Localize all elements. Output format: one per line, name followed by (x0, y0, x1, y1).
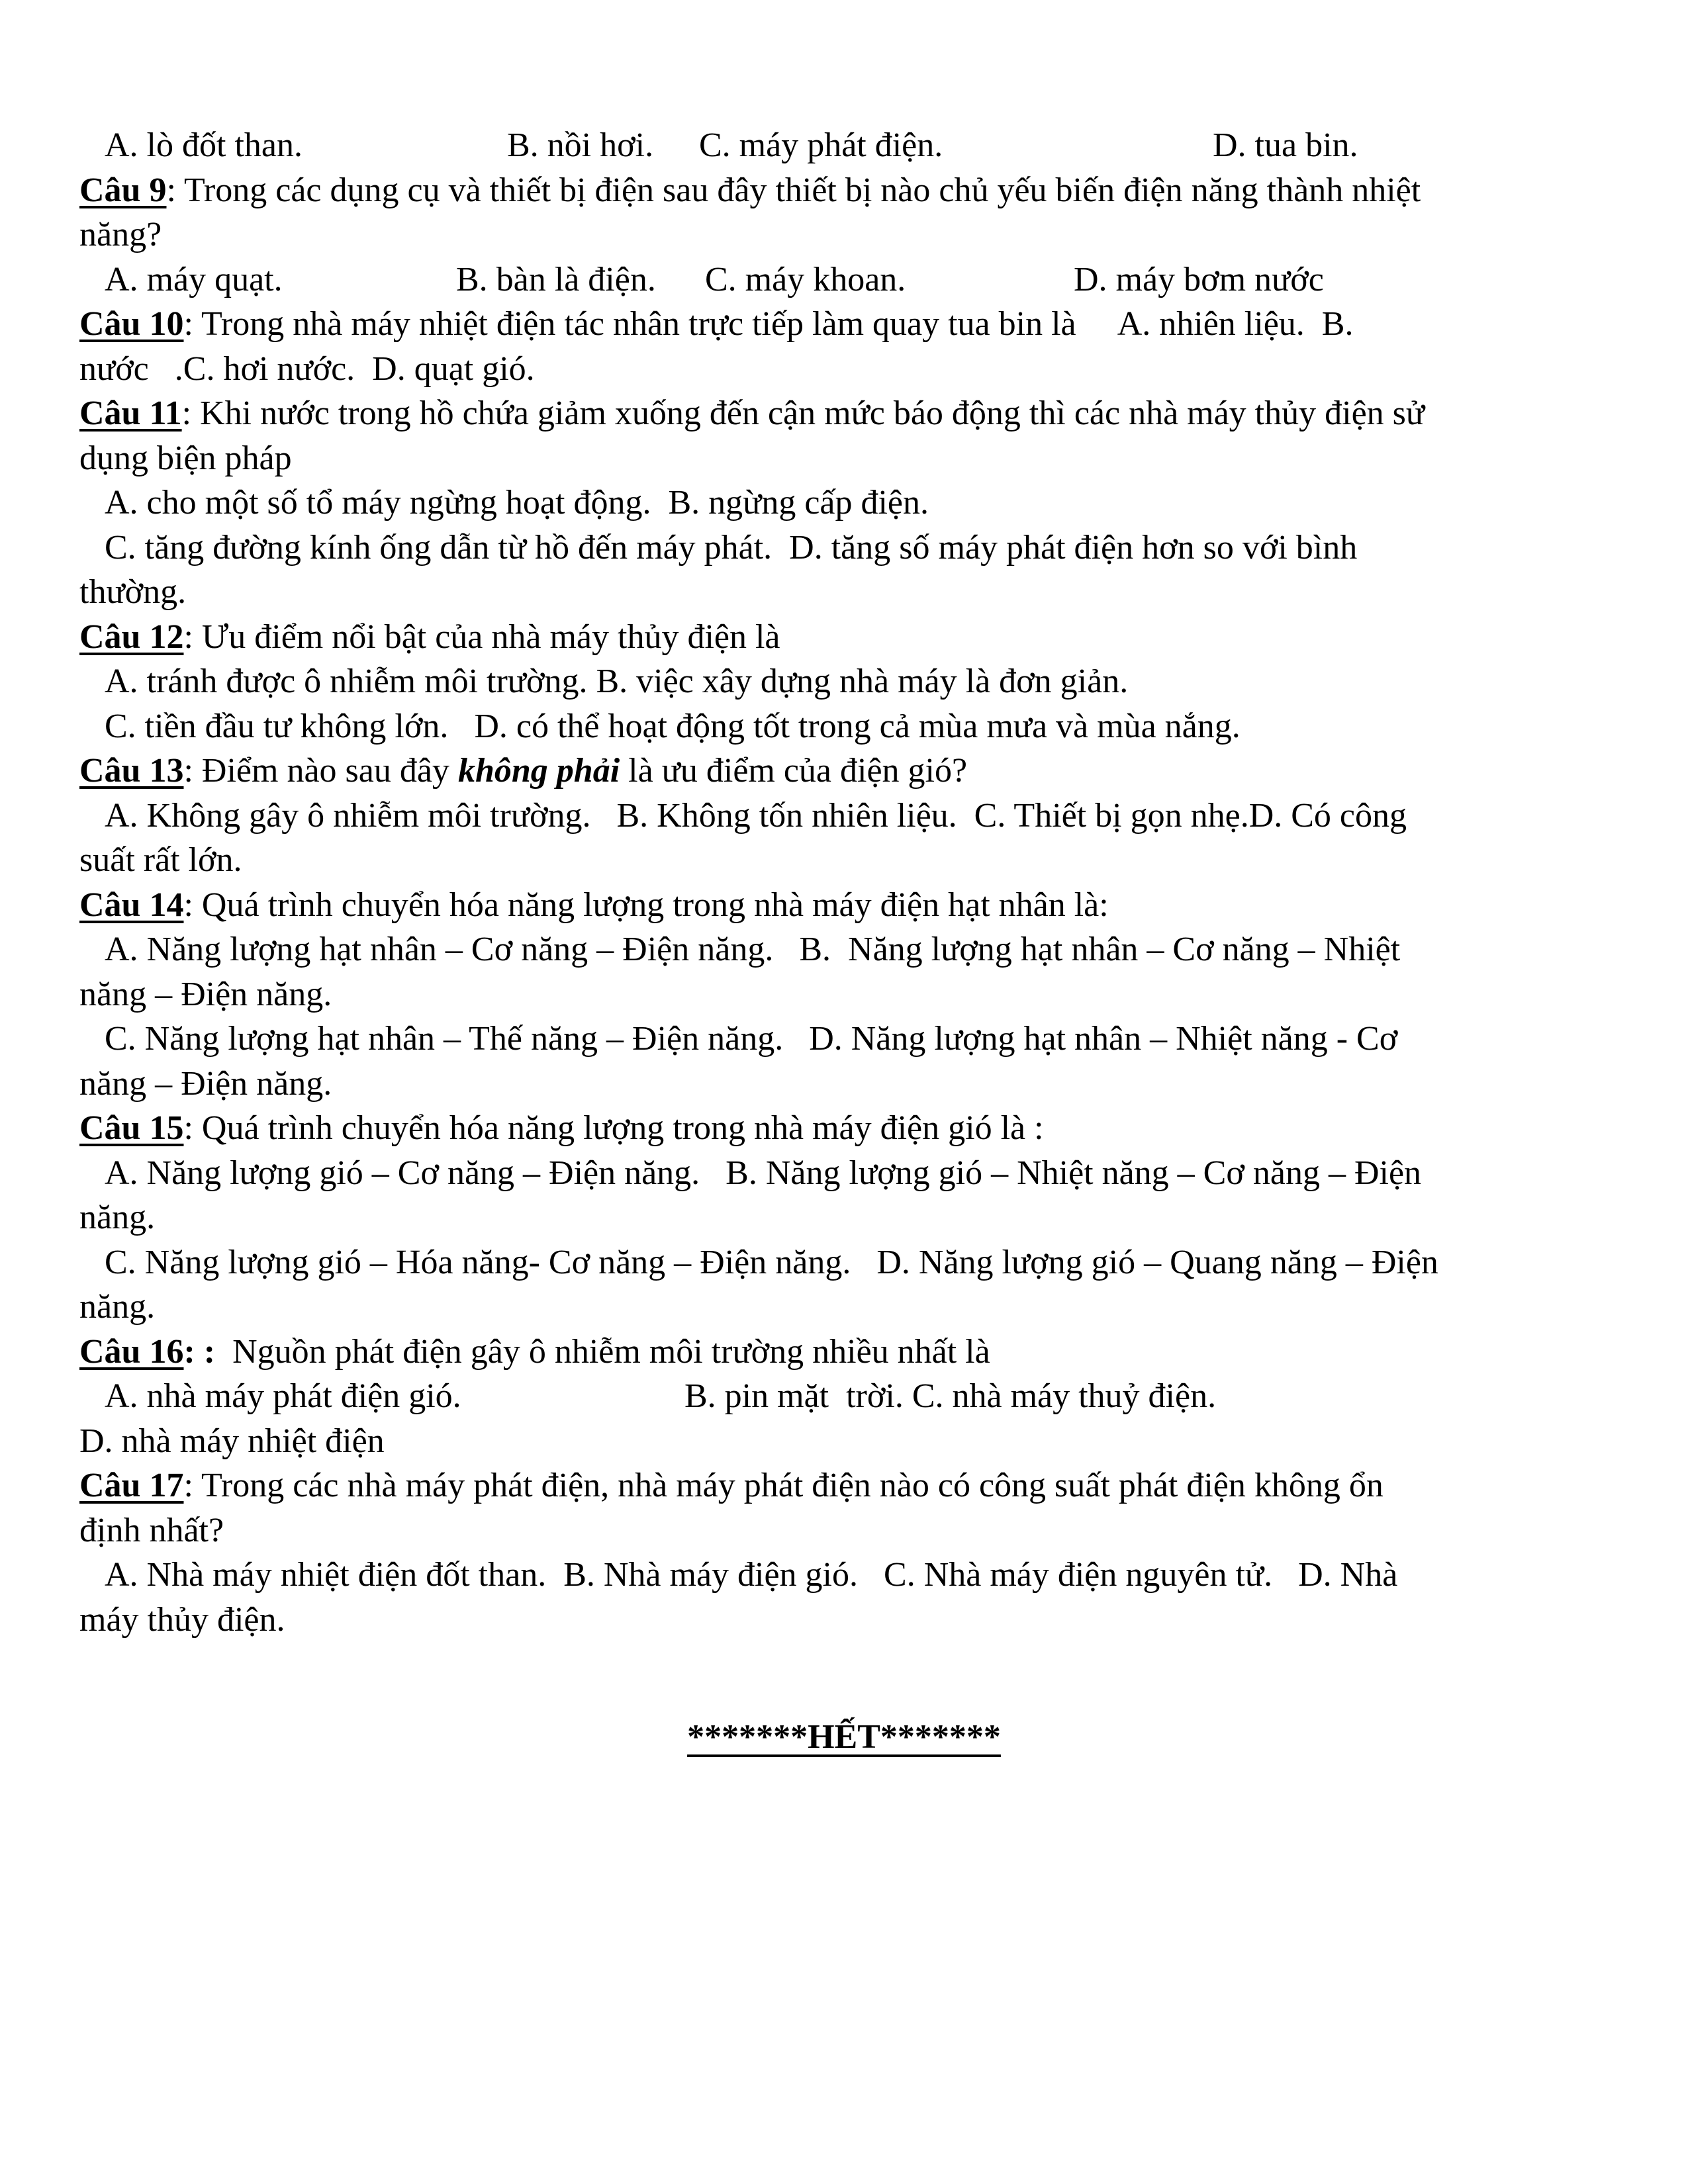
q13-options-cont (79, 838, 1615, 883)
q9-option-a: A. máy quạt. (105, 260, 283, 298)
q10-label: Câu 10 (79, 305, 184, 343)
q12-option-cd: C. tiền đầu tư không lớn. D. có thể hoạt động tốt trong cả mùa mưa và mùa nắng. (105, 707, 1241, 745)
q10-text-line1: : Trong nhà máy nhiệt điện tác nhân trực tiếp làm quay tua bin là A. nhiên liệu. B. (183, 305, 1354, 343)
q16-text: Nguồn phát điện gây ô nhiễm môi trường nhiều nhất là (215, 1332, 990, 1371)
q16-label: Câu 16 (79, 1332, 184, 1371)
q9-option-c: C. máy khoan. (705, 260, 906, 298)
q15-options-ab (79, 1151, 1615, 1196)
q13-options-line1: A. Không gây ô nhiễm môi trường. B. Không tốn nhiên liệu. C. Thiết bị gọn nhẹ.D. Có công (105, 796, 1407, 835)
q9-options (79, 257, 1615, 302)
q11-label: Câu 11 (79, 394, 182, 432)
q12-options-cd (79, 704, 1615, 749)
q13-text-emphasis: không phải (457, 752, 620, 790)
q14-option-ab-line2: năng – Điện năng. (79, 975, 332, 1013)
q16-option-d: D. nhà máy nhiệt điện (79, 1422, 385, 1460)
q14-option-ab-line1: A. Năng lượng hạt nhân – Cơ năng – Điện năng. B. Năng lượng hạt nhân – Cơ năng – Nhiệt (105, 931, 1401, 968)
q17-label: Câu 17 (79, 1467, 184, 1504)
q16-options-cont (79, 1419, 1615, 1464)
q17-options-cont (79, 1598, 1615, 1643)
q15-options-cd (79, 1240, 1615, 1285)
q15-options-ab-cont (79, 1195, 1615, 1240)
q15-option-cd-line2: năng. (79, 1288, 156, 1326)
q9-question-cont (79, 212, 1615, 257)
q16-question (79, 1330, 1615, 1375)
q15-label: Câu 15 (79, 1109, 184, 1147)
q15-options-cd-cont (79, 1285, 1615, 1330)
q16-options (79, 1374, 1615, 1419)
q8-options (79, 123, 1615, 168)
q15-text: : Quá trình chuyển hóa năng lượng trong nhà máy điện gió là : (183, 1109, 1044, 1147)
q17-options-line2: máy thủy điện. (79, 1600, 285, 1639)
q11-options-ab (79, 480, 1615, 525)
q12-label: Câu 12 (79, 617, 184, 656)
q16-option-bc: B. pin mặt trời. C. nhà máy thuỷ điện. (684, 1377, 1217, 1415)
q14-options-cd-cont (79, 1062, 1615, 1107)
q11-options-cd-cont (79, 570, 1615, 615)
q9-text-line2: năng? (79, 216, 162, 253)
q9-option-b: B. bàn là điện. (456, 260, 656, 298)
q11-option-cd-line1: C. tăng đường kính ống dẫn từ hồ đến máy phát. D. tăng số máy phát điện hơn so với bình (105, 528, 1358, 567)
end-of-exam-mark (0, 1717, 1688, 1756)
q9-text-line1: : Trong các dụng cụ và thiết bị điện sau đây thiết bị nào chủ yếu biến điện năng thành nhiệt (166, 171, 1421, 209)
q15-question (79, 1106, 1615, 1151)
q11-text-line1: : Khi nước trong hồ chứa giảm xuống đến cận mức báo động thì các nhà máy thủy điện sử (181, 394, 1425, 432)
q11-question (79, 391, 1615, 436)
q13-text-post: là ưu điểm của điện gió? (620, 752, 968, 790)
q14-question (79, 883, 1615, 928)
q16-colon: : : (183, 1332, 216, 1371)
q14-text: : Quá trình chuyển hóa năng lượng trong nhà máy điện hạt nhân là: (183, 886, 1109, 924)
q14-options-ab-cont (79, 972, 1615, 1017)
q14-options-ab (79, 927, 1615, 972)
q17-options (79, 1553, 1615, 1598)
q16-option-a: A. nhà máy phát điện gió. (105, 1377, 461, 1415)
end-mark-text: *******HẾT******* (687, 1718, 1001, 1756)
q12-option-ab: A. tránh được ô nhiễm môi trường. B. việc xây dựng nhà máy là đơn giản. (105, 662, 1129, 700)
q8-option-b: B. nồi hơi. (507, 126, 654, 164)
exam-page (79, 123, 1615, 1642)
q14-option-cd-line1: C. Năng lượng hạt nhân – Thế năng – Điện năng. D. Năng lượng hạt nhân – Nhiệt năng - Cơ (105, 1020, 1398, 1058)
q15-option-ab-line1: A. Năng lượng gió – Cơ năng – Điện năng. B. Năng lượng gió – Nhiệt năng – Cơ năng – Điện (105, 1154, 1422, 1192)
q13-label: Câu 13 (79, 752, 184, 790)
q12-question (79, 615, 1615, 660)
q8-option-c: C. máy phát điện. (699, 126, 943, 164)
q14-options-cd (79, 1017, 1615, 1062)
q13-question (79, 749, 1615, 794)
q11-option-ab: A. cho một số tổ máy ngừng hoạt động. B. ngừng cấp điện. (105, 484, 929, 522)
q17-options-line1: A. Nhà máy nhiệt điện đốt than. B. Nhà máy điện gió. C. Nhà máy điện nguyên tử. D. Nhà (105, 1556, 1398, 1594)
q17-text-line1: : Trong các nhà máy phát điện, nhà máy phát điện nào có công suất phát điện không ổn (183, 1467, 1383, 1504)
q13-text-pre: : Điểm nào sau đây (183, 752, 458, 790)
q13-options-line2: suất rất lớn. (79, 841, 242, 879)
q12-text: : Ưu điểm nổi bật của nhà máy thủy điện là (183, 617, 780, 656)
q15-option-cd-line1: C. Năng lượng gió – Hóa năng- Cơ năng – Điện năng. D. Năng lượng gió – Quang năng – Điện (105, 1243, 1438, 1281)
q9-question (79, 168, 1615, 213)
q14-option-cd-line2: năng – Điện năng. (79, 1064, 332, 1103)
q17-question (79, 1463, 1615, 1508)
q10-options (79, 347, 1615, 392)
q17-text-line2: định nhất? (79, 1511, 224, 1549)
q12-options-ab (79, 659, 1615, 704)
q8-option-d: D. tua bin. (1213, 126, 1358, 164)
q14-label: Câu 14 (79, 886, 184, 924)
q10-question (79, 302, 1615, 347)
q11-text-line2: dụng biện pháp (79, 439, 292, 477)
q15-option-ab-line2: năng. (79, 1199, 156, 1236)
q8-option-a: A. lò đốt than. (105, 126, 303, 164)
q10-text-line2: nước .C. hơi nước. D. quạt gió. (79, 349, 535, 388)
q9-option-d: D. máy bơm nước (1074, 260, 1324, 298)
q13-options (79, 794, 1615, 839)
q9-label: Câu 9 (79, 171, 167, 209)
q17-question-cont (79, 1508, 1615, 1553)
q11-question-cont (79, 436, 1615, 481)
q11-options-cd (79, 525, 1615, 570)
q11-option-cd-line2: thường. (79, 573, 187, 611)
